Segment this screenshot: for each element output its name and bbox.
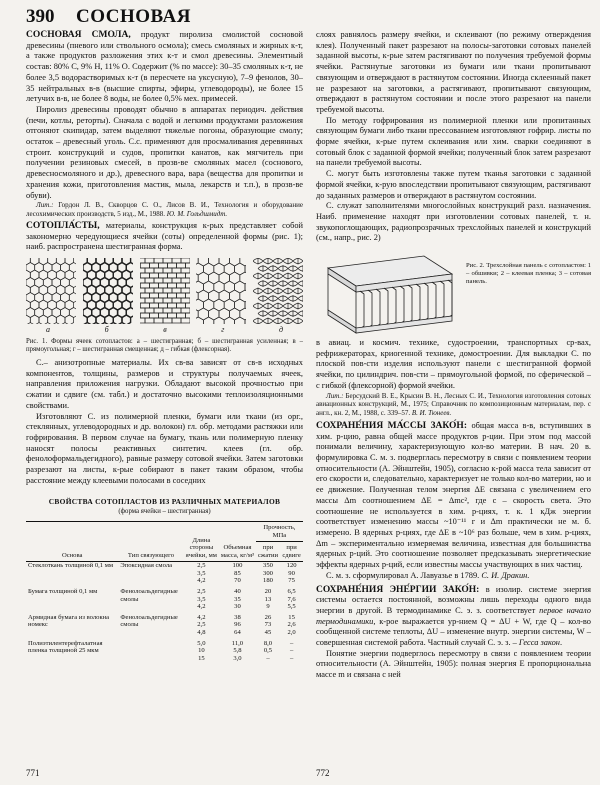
paragraph: По методу гофрирования из полимерной пленки или пропитанных связующим бумаги либо ткани прессованием изготовляют гофрир. листы по форме ячейки, к-рые путем склеивания или хим. сварки соединяют в сотовый блок с заданной формой ячейки; полученный блок затем разрезают на панели требуемой высоты. [316, 115, 591, 168]
text-run: СОТОПЛА́СТЫ, [26, 220, 106, 231]
properties-table [26, 521, 303, 666]
table-cell: 38 96 64 [234, 613, 241, 637]
text-run: , к-рое выражается ур-нием Q = ΔU + W, где Q – кол-во сообщенной системе теплоты, ΔU – изменение внутр. энергии системы, W – совершенная системой работа. Частный случай С. э. з. – [316, 616, 591, 648]
text-run: в изолир. системе энергия системы остается постоянной, возможны лишь переходы одного вида энергии в другой. В термодинамике С. э. з. соответствует [316, 584, 591, 615]
table-cell: 100 85 70 [232, 562, 243, 585]
figure-label: в [163, 324, 167, 334]
paragraph: в авиац. и космич. технике, судостроении, транспортных ср-вах, рефрижераторах, криогенной технике, домостроении. Для выкладки С. по плоской пов-сти изделия используют панели с шестигранной формой ячейки, по цилиндрич. пов-сти – прямоугольной формой, по сферической – с гибкой (флексорной) формой ячейки. [316, 338, 591, 390]
table-cell: 350 300 180 [263, 562, 273, 585]
figure-label: г [221, 324, 225, 334]
entry-law-of-mass-conservation [316, 421, 591, 571]
rectangular-cells-drawing [140, 258, 190, 324]
text-run: . [559, 638, 563, 648]
table-row [26, 640, 303, 666]
three-layer-panel-drawing [316, 248, 460, 334]
table-cell: 120 90 75 [286, 562, 297, 585]
paragraph: Изготовляют С. из полимерной пленки, бумаги или ткани (из орг., стеклянных, углеводородных и др. волокон) гл. обр. методами растяжки или гофрирования. В первом случае на бумагу, ткань или полимерную пленку наносят полосы реактивных синтетич. клеев (гл. обр. фенолоформальдегидного), равные размеру сотовой ячейки. Затем заготовки разрезают на листы, к-рые собирают в пакет таким образом, чтобы расстояние между клеевыми полосами в соседних [26, 411, 303, 485]
entry-sosnovaya-smola [26, 30, 303, 105]
paragraph: Понятие энергии подверглось пересмотру в связи с появлением теории относительности (А. Эйнштейн, 1905): полная энергия E пропорциональна массе m и связана с ней [316, 648, 591, 680]
figure-labels [26, 325, 303, 336]
table-row [26, 562, 303, 588]
figure-label: а [46, 324, 50, 334]
text-run: С. И. Дракин. [481, 570, 530, 580]
table-cell: – – – [289, 639, 294, 662]
text-run: В. И. Тюнеев. [411, 409, 452, 418]
table-cell: 2,5 3,5 4,2 [197, 562, 206, 585]
paragraph: С. служат заполнителями многослойных конструкций разл. назначения. Наиб. применение находят при изготовлении сотовых панелей, т. н. звукопоглощающих, радиопрозрачных трехслойных панелей и конструкций (см., напр., рис. 2) [316, 201, 591, 243]
text-run: Гордон Л. В., Скворцов С. О., Лисов В. И., Технология и оборудование лесохимических производств, 5 изд., М., 1988. [26, 201, 303, 219]
table-cell: Полиэтилентерефталатная пленка толщиной 25 мкм [28, 639, 103, 655]
table-header: Длина стороны ячейки, мм [184, 521, 220, 561]
paragraph [316, 571, 591, 582]
reinforced-hexagonal-cells-drawing [83, 258, 133, 324]
paragraph: Пиролиз древесины проводят обычно в аппаратах периодич. действия (печи, котлы, реторты). Сначала с водой и легкими продуктами разложения отгоняют скипидар, затем выделяют тяжелые погоны, образующие смолу; остаток – древесный уголь. С.с. применяют для просмаливания деревянных строит. конструкций и судов, пропитки канатов, как мягчитель при получении резиновых смесей, в прозв-ве смоляных масел (соснового, древесносмоляного и др.), древесного вара, вара (вещества для пропитки и хранения кожи, приготовления мастик, мыла, лекарств и т.п.), в прозв-ве обуви). [26, 104, 303, 200]
left-column [26, 30, 303, 770]
table-cell: 40 35 30 [234, 588, 241, 611]
text-run: СОСНО́ВАЯ СМОЛА́, [26, 30, 141, 40]
literature-reference [316, 392, 591, 418]
table-row [26, 614, 303, 640]
footer-page-number-right: 772 [316, 768, 330, 778]
text-run: Лит.: [36, 201, 54, 210]
text-run: материалы, конструкция к-рых представляет собой закономерно чередующиеся ячейки (соты) определенной формы (рис. 1); наиб. распространена шестигранная форма. [26, 220, 303, 252]
table-cell: Стеклоткань толщиной 0,1 мм [28, 562, 114, 570]
figure-caption: Рис. 2. Трехслойная панель с сотопластом: 1 – обшивки; 2 – клеевая пленка; 3 – сотовая панель. [466, 262, 591, 286]
footer-page-number-left: 771 [26, 768, 40, 778]
table-cell: Фенолоальдегидные смолы [120, 613, 178, 629]
figure-cell-forms [26, 258, 303, 324]
table-cell: 20 13 9 [264, 588, 272, 611]
table-cell: Бумага толщиной 0,1 мм [28, 588, 98, 596]
text-run: СОХРАНЕ́НИЯ ЭНЕ́РГИИ ЗАКО́Н: [316, 584, 486, 595]
table-cell: 4,2 2,5 4,8 [197, 613, 206, 637]
entry-sotoplasty [26, 221, 303, 253]
table-header: Основа [26, 521, 118, 561]
offset-hexagonal-cells-drawing [196, 258, 246, 324]
table-cell: 5,0 10 15 [197, 639, 206, 662]
text-run: Берсудский В. Е., Крысин В. Н., Лесных С. И., Технология изготовления сотовых авиационных конструкций, М., 1975; Справочник по композиционным материалам, пер. с англ., кн. 2, М., 1988, с. 339–57. [316, 391, 591, 418]
table-cell: 6,5 7,6 5,5 [287, 588, 296, 611]
text-run: Ю. М. Гольдшмидт. [166, 210, 228, 219]
table-header: Тип связующего [118, 521, 183, 561]
table-cell: 11,0 5,8 3,0 [231, 639, 244, 662]
page-number: 390 [26, 6, 55, 27]
figure-label: д [278, 324, 283, 334]
text-run: С. м. з. сформулировал А. Лавуазье в 1789. [326, 570, 482, 580]
table-header: Прочность, МПа [256, 521, 303, 541]
figure-label: б [104, 324, 109, 334]
table-cell: Эпоксидная смола [120, 562, 173, 570]
table-subheader: при сжатии [256, 542, 280, 562]
table-header: Объемная масса, кг/м³ [219, 521, 256, 561]
table-cell [118, 640, 183, 666]
text-run: Гесса закон [518, 638, 560, 648]
literature-reference [26, 201, 303, 219]
table-subheader: при сдвиге [280, 542, 303, 562]
text-run: СОХРАНЕ́НИЯ МА́ССЫ ЗАКО́Н: [316, 420, 472, 431]
hexagonal-cells-drawing [26, 258, 76, 324]
running-headword: СОСНОВАЯ [76, 6, 191, 27]
paragraph: С.– анизотропные материалы. Их св-ва зависят от св-в исходных компонентов, толщины, размеров и структуры получаемых ячеек, направления приложения нагрузки. Обладают высокой прочностью при сжатии и сдвиге (см. табл.) и достаточно высокими теплоизоляционными свойствами. [26, 358, 303, 410]
text-run: продукт пиролиза смолистой сосновой древесины (пневого или ствольного осмола); смесь смоляных и жирных к-т, а также продуктов разложения этих к-т и смол древесины. Элементный состав: 80% С, 9% Н, 11% О. Содержит (% по массе): 30–35 смоляных к-т, не более 3,5 водорастворимых к-т (в пересчете на уксусную), 7–9 фенолов, 30–35 нейтральных в-в (высшие спирты, эфиры, углеводороды), не более 15 летучих в-в, не более 8 воды, не более 0,5% мех. примесей. [26, 30, 303, 104]
text-run: Лит.: [326, 391, 344, 400]
table-cell: 26 73 45 [264, 613, 272, 637]
table-cell: 2,5 3,5 4,2 [197, 588, 206, 611]
paragraph: С. могут быть изготовлены также путем тканья заготовки с заданной формой ячейки, к-рую впоследствии пропитывают связующим, растягивают до заданных размеров и отверждают в растянутом состоянии. [316, 169, 591, 200]
table-cell: 15 2,6 2,0 [287, 613, 296, 637]
table-subtitle: (форма ячейки – шестигранная) [118, 508, 211, 516]
text-run: общая масса в-в, вступивших в хим. р-цию, равна общей массе продуктов р-ции. При этом под массой понимали величину, характеризующую кол-во материи. В нач. 20 в. формулировка С. м. з. подверглась пересмотру в связи с появлением теории относительности (А. Эйнштейн, 1905), согласно к-рой масса тела зависит от его скорости и, следовательно, характеризует не только кол-во материи, но и ее движение. Полученная телом энергия ΔE связана с увеличением его массы Δm соотношением ΔE = Δmc², где c – скорость света. Это соотношение не используется в хим. р-циях, т. к. 1 кДж энергии соответствует изменению массы ~10⁻¹¹ г и Δm практически не м. б. измерено. В ядерных р-циях, где ΔE в ~10⁶ раз больше, чем в хим. р-циях, Δm – экспериментально измеряемая величина, известная для большинства ядерных р-ций. Это соотношение позволяет предсказывать энергетические эффекты ядерных р-ций, если известны массы участвующих в них частиц. [316, 420, 591, 570]
figure-panel [316, 248, 591, 334]
table-cell: 8,0 0,5 – [263, 639, 273, 662]
text-run: первое начало термодинамики [316, 605, 591, 626]
table-cell: Армидная бумага из волокна номекс [28, 613, 110, 629]
right-column [316, 30, 591, 770]
table-cell: Фенолоальдегидные смолы [120, 588, 178, 603]
entry-law-of-energy-conservation [316, 585, 591, 649]
table-title: СВОЙСТВА СОТОПЛАСТОВ ИЗ РАЗЛИЧНЫХ МАТЕРИАЛОВ [48, 496, 281, 506]
flexible-cells-drawing [253, 258, 303, 324]
table-row [26, 588, 303, 614]
paragraph: слоях равнялось размеру ячейки, и склеивают (по режиму отверждения клея). Полученный пакет разрезают на полосы-заготовки сотовых панелей заданной высоты, к-рые затем растягивают по получения требуемой формы ячейки. Растянутые заготовки из бумаги или ткани пропитывают связующим и отверждают в растянутом состоянии. Иногда склеенный пакет не разрезают на заготовки, а растягивают, пропитывают связующим, отверждают в растянутом состоянии и после этого разрезают на панели требуемой высоты. [316, 30, 591, 114]
figure-caption: Рис. 1. Формы ячеек сотопластов: а – шестигранная; б – шестигранная усиленная; в – прямоугольная; г – шестигранная смещенная; д – гибкая (флексорная). [26, 337, 303, 353]
